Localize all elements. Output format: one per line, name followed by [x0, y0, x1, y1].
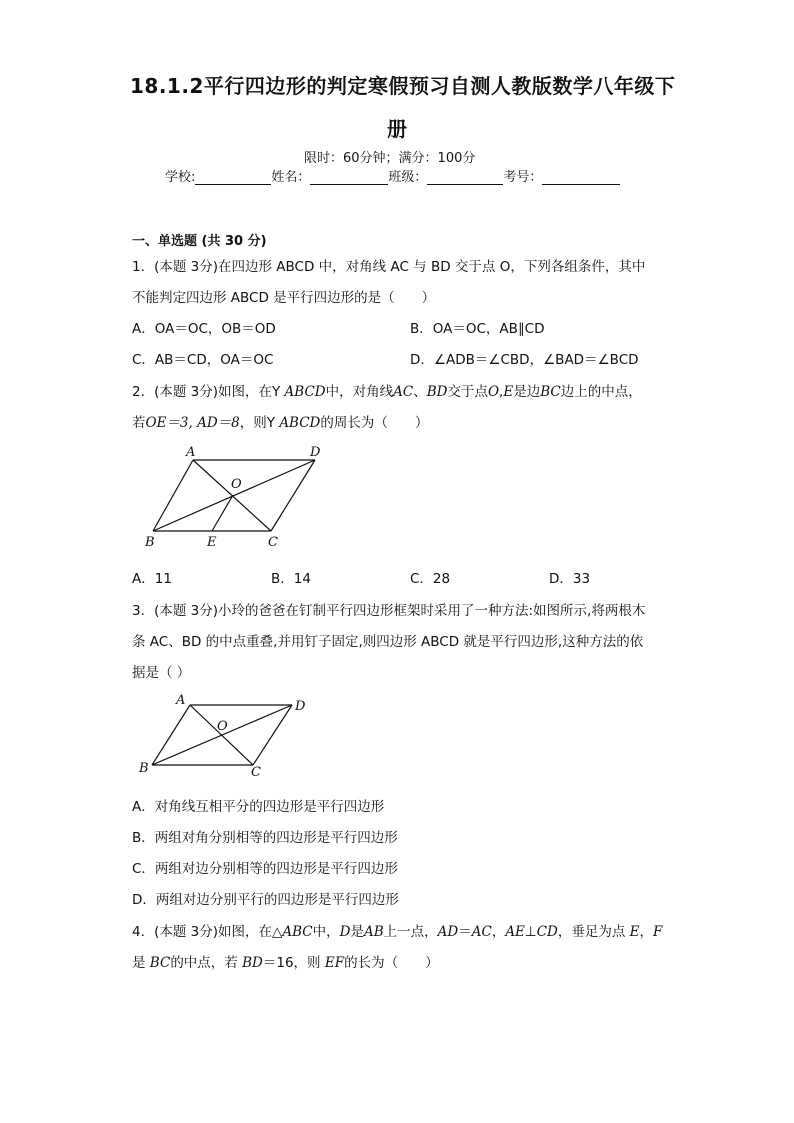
label-e: E — [207, 535, 217, 550]
q1-stem-line1: 1．(本题 3分)在四边形 ABCD 中，对角线 AC 与 BD 交于点 O，下列各组条件，其中 — [132, 259, 646, 275]
q2-option-c[interactable]: C．28 — [410, 571, 451, 587]
q3-option-d[interactable]: D．两组对边分别平行的四边形是平行四边形 — [132, 892, 399, 908]
school-label: 学校: — [165, 170, 196, 185]
q3-option-c[interactable]: C．两组对边分别相等的四边形是平行四边形 — [132, 861, 398, 877]
number-field[interactable] — [542, 170, 620, 185]
side-dc — [271, 460, 315, 531]
q3-stem-line2: 条 AC、BD 的中点重叠,并用钉子固定,则四边形 ABCD 就是平行四边形,这种方法的依 — [132, 634, 644, 650]
name-label: 姓名： — [271, 170, 311, 185]
q1-stem-line2: 不能判定四边形 ABCD 是平行四边形的是（ ） — [132, 290, 436, 306]
q2-option-d[interactable]: D．33 — [549, 571, 591, 587]
label-a: A — [186, 445, 196, 460]
q4-stem-line2: 是 BC的中点，若 BD＝16，则 EF的长为（ ） — [132, 955, 439, 971]
q1-option-a[interactable]: A．OA＝OC，OB＝OD — [132, 321, 276, 337]
q3-stem-line3: 据是（ ） — [132, 665, 191, 681]
page-title-continued: 册 — [387, 117, 408, 141]
label-b: B — [145, 535, 155, 550]
label-o: O — [231, 477, 242, 492]
school-field[interactable] — [195, 170, 271, 185]
diagonal-bd — [153, 460, 315, 531]
label-c: C — [268, 535, 278, 550]
class-field[interactable] — [427, 170, 503, 185]
q1-option-b[interactable]: B．OA＝OC，AB∥CD — [410, 321, 545, 337]
q3-parallelogram-figure — [135, 690, 320, 782]
q1-option-d[interactable]: D．∠ADB＝∠CBD，∠BAD＝∠BCD — [410, 352, 639, 368]
label-c: C — [251, 765, 261, 780]
label-a: A — [176, 693, 186, 708]
info-fields — [165, 166, 620, 185]
q3-option-a[interactable]: A．对角线互相平分的四边形是平行四边形 — [132, 799, 385, 815]
side-ba — [152, 705, 190, 765]
q4-stem-line1: 4．(本题 3分)如图，在△ABC中，D是AB上一点，AD＝AC，AE⊥CD，垂足为点 E，F — [132, 924, 663, 940]
diagonal-bd — [152, 705, 292, 765]
q2-parallelogram-figure — [140, 440, 340, 550]
q2-stem-line1: 2．(本题 3分)如图，在Y ABCD中，对角线AC、BD交于点O,E是边BC边上的中点， — [132, 384, 642, 400]
label-o: O — [217, 719, 228, 734]
side-ba — [153, 460, 193, 531]
q2-option-b[interactable]: B．14 — [271, 571, 311, 587]
name-field[interactable] — [310, 170, 388, 185]
q2-stem-line2: 若OE＝3, AD＝8，则Y ABCD的周长为（ ） — [132, 415, 429, 431]
q3-stem-line1: 3．(本题 3分)小玲的爸爸在钉制平行四边形框架时采用了一种方法:如图所示,将两根木 — [132, 603, 646, 619]
label-b: B — [139, 761, 149, 776]
time-info: 限时：60分钟；满分：100分 — [304, 151, 476, 166]
label-d: D — [295, 699, 306, 714]
page-title: 18.1.2平行四边形的判定寒假预习自测人教版数学八年级下 — [130, 74, 676, 98]
q3-option-b[interactable]: B．两组对角分别相等的四边形是平行四边形 — [132, 830, 398, 846]
diagonal-ac — [193, 460, 271, 531]
label-d: D — [310, 445, 321, 460]
number-label: 考号： — [503, 170, 543, 185]
q1-option-c[interactable]: C．AB＝CD，OA＝OC — [132, 352, 274, 368]
section-heading: 一、单选题 (共 30 分) — [132, 234, 267, 249]
class-label: 班级： — [388, 170, 428, 185]
q2-option-a[interactable]: A．11 — [132, 571, 172, 587]
